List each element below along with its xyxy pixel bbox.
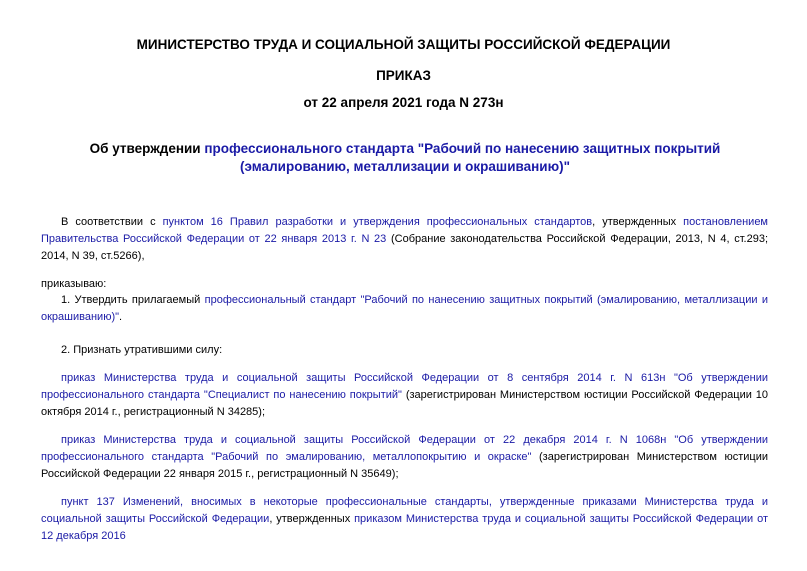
- preamble-text-1: В соответствии с: [61, 216, 163, 228]
- paragraph-revoked-1: [41, 370, 768, 421]
- doc-title-link[interactable]: профессионального стандарта "Рабочий по нанесению защитных покрытий (эмалированию, металлизации и окрашиванию)": [204, 141, 721, 174]
- revoked-3-text: , утвержденных: [269, 513, 355, 525]
- paragraph-item-1: [41, 292, 768, 326]
- paragraph-item-2: 2. Признать утратившими силу:: [61, 344, 223, 356]
- item-1-end: .: [119, 311, 123, 323]
- doc-title: [60, 140, 750, 176]
- preamble-text-3: (Собрание законодательства Российской Федерации, 2013, N 4, ст.293; 2014, N 39, ст.5266),: [41, 233, 769, 262]
- doc-date-number: от 22 апреля 2021 года N 273н: [303, 95, 504, 110]
- ministry-heading: МИНИСТЕРСТВО ТРУДА И СОЦИАЛЬНОЙ ЗАЩИТЫ РОССИЙСКОЙ ФЕДЕРАЦИИ: [136, 37, 671, 52]
- item-1-text: 1. Утвердить прилагаемый: [61, 294, 205, 306]
- doc-title-prefix: Об утверждении: [89, 141, 205, 156]
- paragraph-revoked-3: [41, 494, 768, 545]
- paragraph-order: приказываю:: [41, 278, 107, 290]
- order-1068n-link[interactable]: приказ Министерства труда и социальной защиты Российской Федерации от 22 декабря 2014 г. N 1068н "Об утверждении профессионального стандарта "Рабочий по эмалированию, металлопокрытию и окраске": [41, 434, 768, 463]
- government-decree-link[interactable]: постановлением Правительства Российской Федерации от 22 января 2013 г. N 23: [41, 216, 768, 245]
- paragraph-revoked-2: [41, 432, 768, 483]
- revoked-2-text: (зарегистрирован Министерством юстиции Российской Федерации 22 января 2015 г., регистрационный N 35649);: [41, 451, 768, 480]
- amendments-point-137-link[interactable]: пункт 137 Изменений, вносимых в некоторые профессиональные стандарты, утвержденные приказами Министерства труда и социальной защиты Российской Федерации: [41, 496, 768, 525]
- paragraph-preamble: [41, 214, 768, 265]
- order-dec-2016-link[interactable]: приказом Министерства труда и социальной защиты Российской Федерации от 12 декабря 2016: [41, 513, 768, 542]
- doc-type-heading: ПРИКАЗ: [376, 68, 431, 83]
- prof-standard-link[interactable]: профессиональный стандарт "Рабочий по нанесению защитных покрытий (эмалированию, металлизации и окрашиванию)": [41, 294, 768, 323]
- order-613n-link[interactable]: приказ Министерства труда и социальной защиты Российской Федерации от 8 сентября 2014 г. N 613н "Об утверждении профессионального стандарта "Специалист по нанесению покрытий": [41, 372, 768, 401]
- revoked-1-text: (зарегистрирован Министерством юстиции Российской Федерации 10 октября 2014 г., регистрационный N 34285);: [41, 389, 769, 418]
- rules-point-16-link[interactable]: пунктом 16 Правил разработки и утверждения профессиональных стандартов: [162, 216, 593, 228]
- preamble-text-2: , утвержденных: [592, 216, 684, 228]
